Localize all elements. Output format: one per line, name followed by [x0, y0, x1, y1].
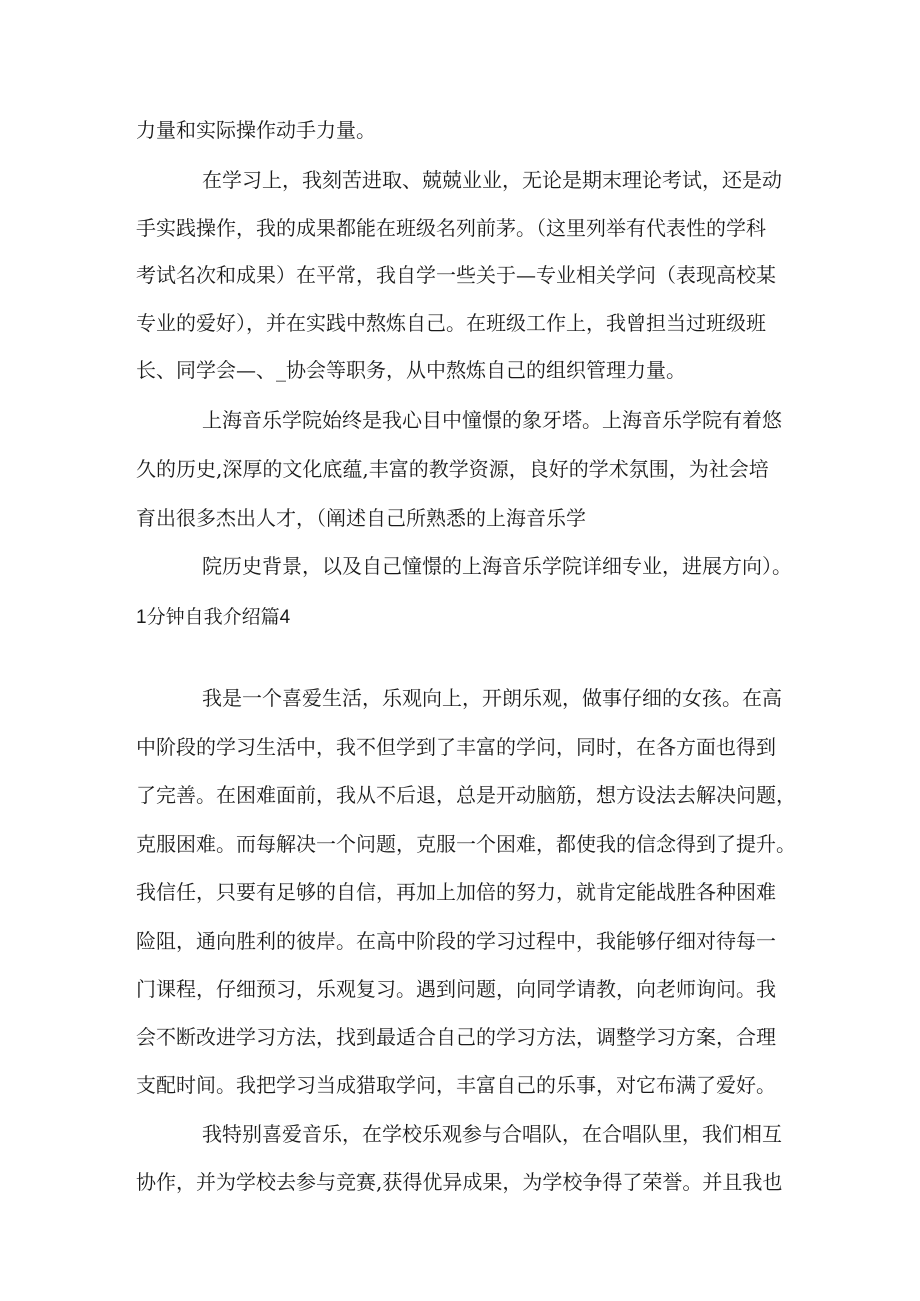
paragraph-line: 了完善。在困难面前，我从不后退，总是开动脑筋，想方设法去解决问题， [136, 783, 796, 807]
paragraph-line: 上海音乐学院始终是我心目中憧憬的象牙塔。上海音乐学院有着悠 [202, 408, 782, 432]
paragraph-line: 中阶段的学习生活中，我不但学到了丰富的学问，同时，在各方面也得到 [136, 735, 776, 759]
paragraph-line: 协作，并为学校去参与竞赛,获得优异成果，为学校争得了荣誉。并且我也 [136, 1170, 783, 1194]
paragraph-line: 支配时间。我把学习当成猎取学问，丰富自己的乐事，对它布满了爱好。 [136, 1073, 776, 1097]
paragraph-line: 长、同学会—、_协会等职务，从中熬炼自己的组织管理力量。 [136, 358, 686, 382]
paragraph-line: 考试名次和成果）在平常，我自学一些关于—专业相关学问（表现高校某 [136, 263, 776, 287]
paragraph-line: 在学习上，我刻苦进取、兢兢业业，无论是期末理论考试，还是动 [202, 168, 782, 192]
paragraph-line: 院历史背景，以及自己憧憬的上海音乐学院详细专业，进展方向）。 [202, 554, 792, 578]
paragraph-line: 克服困难。而每解决一个问题，克服一个困难，都使我的信念得到了提升。 [136, 832, 796, 856]
paragraph-line: 久的历史,深厚的文化底蕴,丰富的教学资源，良好的学术氛围，为社会培 [136, 457, 769, 481]
paragraph-line: 门课程，仔细预习，乐观复习。遇到问题，向同学请教，向老师询问。我 [136, 977, 776, 1001]
paragraph-line: 险阻，通向胜利的彼岸。在高中阶段的学习过程中，我能够仔细对待每一 [136, 929, 776, 953]
paragraph-line: 手实践操作，我的成果都能在班级名列前茅。（这里列举有代表性的学科 [136, 216, 766, 240]
paragraph-line: 我是一个喜爱生活，乐观向上，开朗乐观，做事仔细的女孩。在高 [202, 686, 782, 710]
paragraph-line: 专业的爱好），并在实践中熬炼自己。在班级工作上，我曾担当过班级班 [136, 311, 766, 335]
paragraph-line: 我信任，只要有足够的自信，再加上加倍的努力，就肯定能战胜各种困难 [136, 880, 776, 904]
section-heading: 1分钟自我介绍篇4 [136, 607, 291, 628]
paragraph-line: 会不断改进学习方法，找到最适合自己的学习方法，调整学习方案，合理 [136, 1025, 776, 1049]
paragraph-line: 我特别喜爱音乐，在学校乐观参与合唱队，在合唱队里，我们相互 [202, 1122, 782, 1146]
paragraph-line: 育出很多杰出人才，（阐述自己所熟悉的上海音乐学 [136, 506, 586, 530]
paragraph-line: 力量和实际操作动手力量。 [136, 118, 376, 142]
